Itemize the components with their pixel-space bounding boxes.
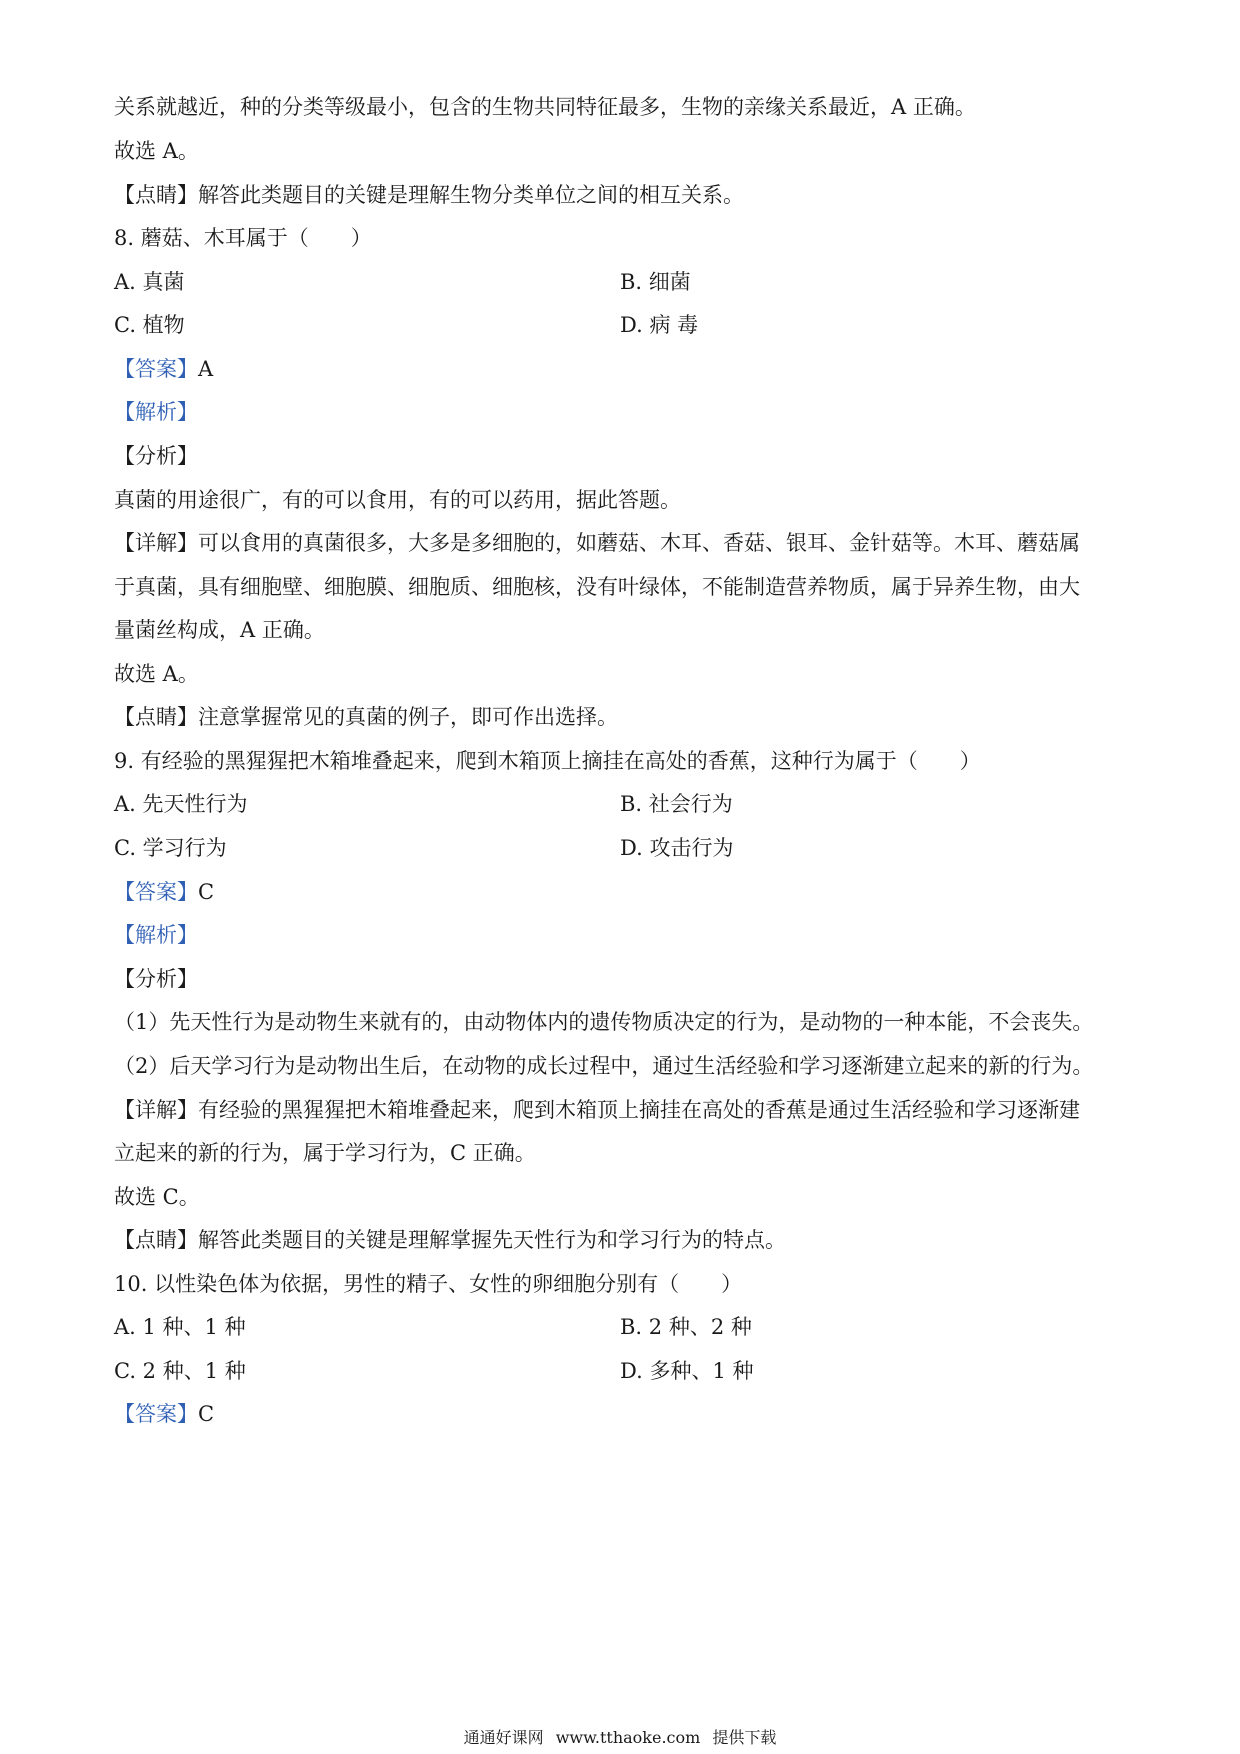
q8-answer-label: 【答案】 xyxy=(114,357,198,381)
q9-option-a: A. 先天性行为 xyxy=(114,792,248,816)
q8-answer xyxy=(114,354,1134,384)
q8-option-a: A. 真菌 xyxy=(114,270,185,294)
q9-xiangjie-line-2: 立起来的新的行为，属于学习行为，C 正确。 xyxy=(114,1141,536,1165)
page-footer xyxy=(0,1726,1240,1750)
q10-option-a: A. 1 种、1 种 xyxy=(114,1315,246,1339)
q9-option-b: B. 社会行为 xyxy=(620,792,733,816)
q9-question: 9. 有经验的黑猩猩把木箱堆叠起来，爬到木箱顶上摘挂在高处的香蕉，这种行为属于（ ） xyxy=(114,749,981,773)
q8-option-b: B. 细菌 xyxy=(620,270,691,294)
q10-option-d: D. 多种、1 种 xyxy=(620,1359,754,1383)
q9-fenxi-line-2: （2）后天学习行为是动物出生后，在动物的成长过程中，通过生活经验和学习逐渐建立起来的新的行为。 xyxy=(114,1054,1094,1078)
q10-answer xyxy=(114,1399,1134,1429)
q8-choose: 故选 A。 xyxy=(114,662,199,686)
q9-option-d: D. 攻击行为 xyxy=(620,836,734,860)
intro-dianjing: 【点睛】解答此类题目的关键是理解生物分类单位之间的相互关系。 xyxy=(114,183,744,207)
footer-action: 提供下载 xyxy=(712,1728,777,1747)
q9-options-row-1 xyxy=(114,789,1134,819)
q8-question: 8. 蘑菇、木耳属于（ ） xyxy=(114,226,372,250)
q9-options-row-2 xyxy=(114,833,1134,863)
q9-choose: 故选 C。 xyxy=(114,1185,200,1209)
q8-xiangjie-line-1: 【详解】可以食用的真菌很多，大多是多细胞的，如蘑菇、木耳、香菇、银耳、金针菇等。木耳、蘑菇属 xyxy=(114,531,1080,555)
q9-jiexi-label: 【解析】 xyxy=(114,923,198,947)
q9-answer-value: C xyxy=(198,880,215,904)
intro-text: 关系就越近，种的分类等级最小，包含的生物共同特征最多，生物的亲缘关系最近，A 正确。 xyxy=(114,95,976,119)
q8-answer-value: A xyxy=(198,357,214,381)
footer-site-name: 通通好课网 xyxy=(463,1728,544,1747)
q10-question: 10. 以性染色体为依据，男性的精子、女性的卵细胞分别有（ ） xyxy=(114,1272,743,1296)
q8-options-row-2 xyxy=(114,310,1134,340)
q10-option-b: B. 2 种、2 种 xyxy=(620,1315,752,1339)
footer-url[interactable]: www.tthaoke.com xyxy=(555,1728,701,1747)
q8-option-c: C. 植物 xyxy=(114,313,185,337)
q9-answer xyxy=(114,877,1134,907)
q8-fenxi: 真菌的用途很广，有的可以食用，有的可以药用，据此答题。 xyxy=(114,488,681,512)
q8-dianjing: 【点睛】注意掌握常见的真菌的例子，即可作出选择。 xyxy=(114,705,618,729)
q8-options-row-1 xyxy=(114,267,1134,297)
q10-option-c: C. 2 种、1 种 xyxy=(114,1359,246,1383)
q10-answer-label: 【答案】 xyxy=(114,1402,198,1426)
q9-xiangjie-line-1: 【详解】有经验的黑猩猩把木箱堆叠起来，爬到木箱顶上摘挂在高处的香蕉是通过生活经验和学习逐渐建 xyxy=(114,1098,1080,1122)
q9-fenxi-label: 【分析】 xyxy=(114,967,198,991)
q8-xiangjie-line-2: 于真菌，具有细胞壁、细胞膜、细胞质、细胞核，没有叶绿体，不能制造营养物质，属于异养生物，由大 xyxy=(114,575,1080,599)
q8-jiexi-label: 【解析】 xyxy=(114,400,198,424)
intro-choose: 故选 A。 xyxy=(114,139,199,163)
q8-option-d: D. 病 毒 xyxy=(620,313,699,337)
q9-dianjing: 【点睛】解答此类题目的关键是理解掌握先天性行为和学习行为的特点。 xyxy=(114,1228,786,1252)
q9-option-c: C. 学习行为 xyxy=(114,836,227,860)
q10-answer-value: C xyxy=(198,1402,215,1426)
q10-options-row-2 xyxy=(114,1356,1134,1386)
q8-fenxi-label: 【分析】 xyxy=(114,444,198,468)
q8-xiangjie-line-3: 量菌丝构成，A 正确。 xyxy=(114,618,325,642)
q10-options-row-1 xyxy=(114,1312,1134,1342)
q9-answer-label: 【答案】 xyxy=(114,880,198,904)
q9-fenxi-line-1: （1）先天性行为是动物生来就有的，由动物体内的遗传物质决定的行为，是动物的一种本能，不会丧失。 xyxy=(114,1010,1094,1034)
